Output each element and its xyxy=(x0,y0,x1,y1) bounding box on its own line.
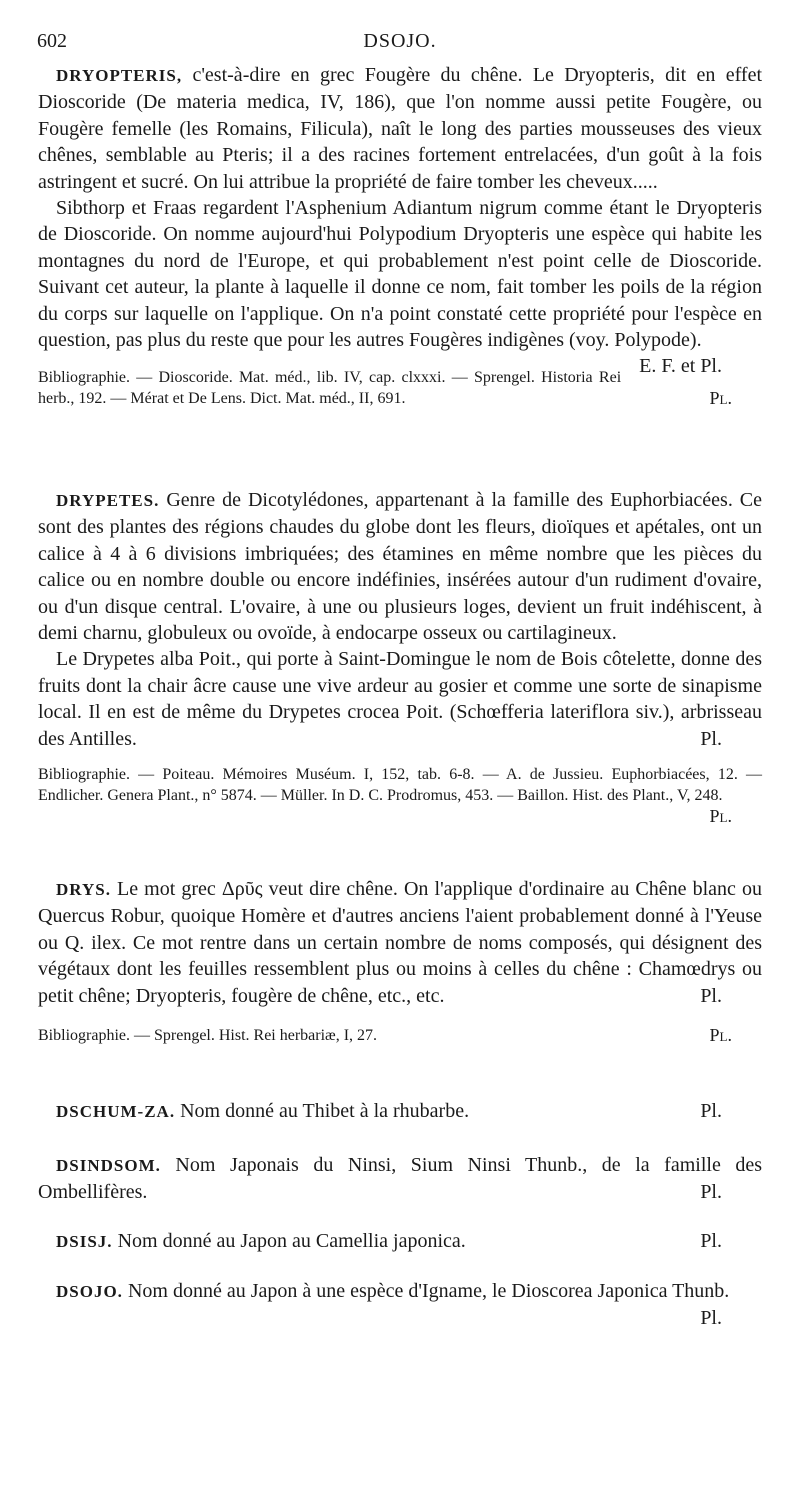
entry-paragraph xyxy=(38,1152,762,1206)
headword: DSISJ. xyxy=(56,1232,113,1251)
headword: DSCHUM-ZA. xyxy=(56,1102,176,1121)
bibliography-signature: Pl. xyxy=(709,1025,732,1046)
paragraph-text: c'est-à-dire en grec Fougère du chêne. Le Dryopteris, dit en effet Dioscoride (De materia medica, IV, 186), que l'on nomme aussi petite Fougère, ou Fougère femelle (les Romains, Filicula), naît le long des parties mousseuses des vieux chênes, semblable au Pteris; il a des racines fortement entrelacées, d'un goût à la fois astringent et sucré. On lui attribue la propriété de faire tomber les cheveux..... xyxy=(38,64,763,193)
bibliography-text: Bibliographie. — Sprengel. Hist. Rei herbariæ, I, 27. xyxy=(38,1027,378,1045)
author-signature: Pl. xyxy=(700,1100,722,1122)
author-signature: Pl. xyxy=(700,1307,722,1330)
running-title: DSOJO. xyxy=(363,30,437,52)
headword: DRYPETES. xyxy=(56,491,160,510)
paragraph-text: Genre de Dicotylédones, appartenant à la famille des Euphorbiacées. Ce sont des plantes des régions chaudes du globe dont les fleurs, dioïques et apétales, ont un calice à 4 à 6 divisions imbriquées; des étamines en même nombre que les pièces du calice ou en nombre double ou encore indéfinies, insérées autour d'un rudiment d'ovaire, ou d'un disque central. L'ovaire, à une ou plusieurs loges, devient un fruit indéhiscent, à demi charnu, globuleux ou ovoïde, à endocarpe osseux ou cartilagineux. xyxy=(38,489,763,645)
entry-dsindsom xyxy=(38,1152,762,1206)
paragraph-text: Le mot grec Δρῦς veut dire chêne. On l'applique d'ordinaire au Chêne blanc ou Quercus Robur, quoique Homère et d'autres anciens l'aient probablement donné à l'Yeuse ou Q. ilex. Ce mot rentre dans un certain nombre de noms composés, qui désignent des végétaux dont les feuilles ressemblent plus ou moins à celles du chêne : Chamœdrys ou petit chêne; Dryopteris, fougère de chêne, etc., etc. xyxy=(38,878,762,1007)
bibliography xyxy=(38,764,762,827)
entry-paragraph xyxy=(38,876,762,1009)
author-signature: Pl. xyxy=(700,1181,722,1204)
paragraph-text: Sibthorp et Fraas regardent l'Asphenium Adiantum nigrum comme étant le Dryopteris de Dioscoride. On nomme aujourd'hui Polypodium Dryopteris une espèce qui habite les montagnes du nord de l'Europe, et qui probablement n'est point celle de Dioscoride. Suivant cet auteur, la plante à laquelle il donne ce nom, fait tomber les poils de la région du corps sur laquelle on l'applique. On n'a point constaté cette propriété pour l'espèce en question, pas plus du reste que pour les autres Fougères indigènes (voy. Polypode). xyxy=(38,197,762,352)
paragraph-text: Nom donné au Thibet à la rhubarbe. xyxy=(180,1100,470,1122)
entry-paragraph xyxy=(38,1098,762,1125)
bibliography-text: Bibliographie. — Dioscoride. Mat. méd., lib. IV, cap. clxxxi. — Sprengel. Historia Rei herb., 192. — Mérat et De Lens. Dict. Mat. méd., II, 691. xyxy=(38,369,622,408)
page-number: 602 xyxy=(37,30,67,52)
entry-dsojo xyxy=(38,1278,762,1332)
bibliography xyxy=(38,1025,762,1046)
author-signature: E. F. et Pl. xyxy=(639,355,722,378)
entry-drys xyxy=(38,876,762,1046)
paragraph-text: Nom Japonais du Ninsi, Sium Ninsi Thunb., de la famille des Ombellifères. xyxy=(38,1154,763,1204)
entry-paragraph xyxy=(38,487,762,646)
author-signature: Pl. xyxy=(700,1230,722,1252)
entry-dsisj xyxy=(38,1228,762,1255)
bibliography-signature: Pl. xyxy=(709,806,732,827)
headword: DRYS. xyxy=(56,880,111,899)
paragraph-text: Le Drypetes alba Poit., qui porte à Saint-Domingue le nom de Bois côtelette, donne des fruits dont la chair âcre cause une vive ardeur au gosier et comme une sorte de sinapisme local. Il en est de même du Drypetes crocea Poit. (Schœfferia lateriflora siv.), arbrisseau des Antilles. xyxy=(38,648,762,750)
paragraph-text: Nom donné au Japon au Camellia japonica. xyxy=(117,1230,466,1252)
entry-paragraph xyxy=(38,62,762,195)
entry-dschum-za xyxy=(38,1098,762,1125)
entry-dryopteris xyxy=(38,62,762,409)
headword: DRYOPTERIS, xyxy=(56,66,183,85)
headword: DSINDSOM. xyxy=(56,1156,161,1175)
author-signature: Pl. xyxy=(700,727,722,750)
bibliography-signature: Pl. xyxy=(709,388,732,409)
author-signature: Pl. xyxy=(700,984,722,1007)
page-header xyxy=(37,30,763,56)
paragraph-text: Nom donné au Japon à une espèce d'Igname, le Dioscorea Japonica Thunb. xyxy=(127,1280,730,1302)
entry-paragraph xyxy=(38,1278,762,1330)
headword: DSOJO. xyxy=(56,1282,123,1301)
entry-paragraph xyxy=(38,1228,762,1255)
entry-paragraph xyxy=(38,195,762,378)
entry-paragraph xyxy=(38,646,762,752)
entry-drypetes xyxy=(38,487,762,827)
bibliography-text: Bibliographie. — Poiteau. Mémoires Muséum. I, 152, tab. 6-8. — A. de Jussieu. Euphorbiacées, 12. — Endlicher. Genera Plant., n° 5874. — Müller. In D. C. Prodromus, 453. — Baillon. Hist. des Plant., V, 248. xyxy=(38,766,762,805)
